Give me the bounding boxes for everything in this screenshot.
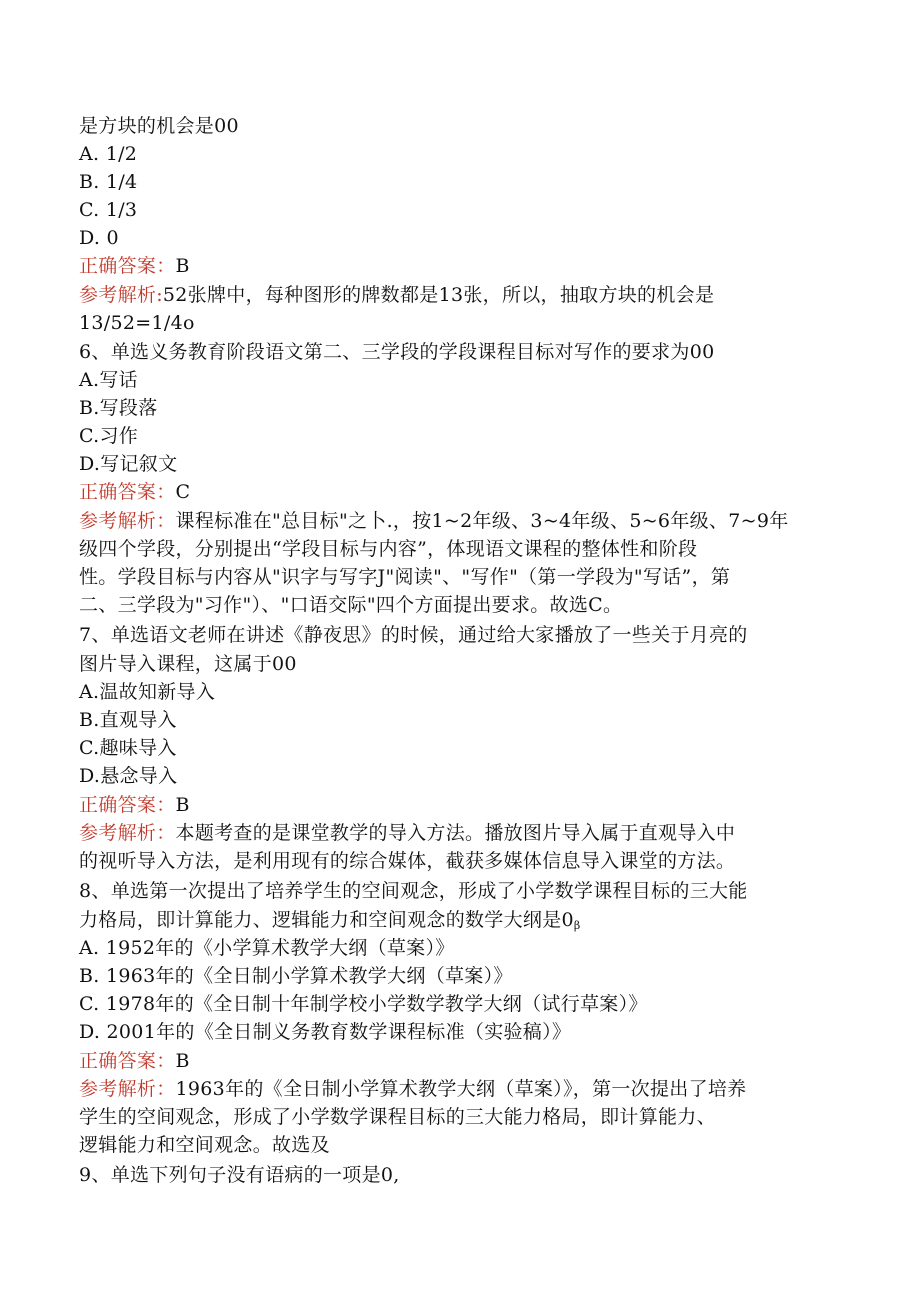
stem-text: 力格局，即计算能力、逻辑能力和空间观念的数学大纲是0 [79,909,574,931]
question-8-option-c: C. 1978年的《全日制十年制学校小学数学教学大纲（试行草案）》 [79,993,648,1015]
question-6-option-c: C.习作 [79,425,139,447]
answer-label: 正确答案： [79,255,176,277]
question-8-stem-line-1: 8、单选第一次提出了培养学生的空间观念，形成了小学数学课程目标的三大能 [79,880,748,902]
question-7-option-a: A.温故知新导入 [79,681,216,703]
question-8-analysis-line-2: 学生的空间观念，形成了小学数学课程目标的三大能力格局，即计算能力、 [79,1106,716,1128]
question-6-stem: 6、单选义务教育阶段语文第二、三学段的学段课程目标对写作的要求为00 [79,341,715,363]
question-8-analysis-line-1 [79,1077,746,1101]
question-7-answer [79,793,190,817]
question-5-answer [79,254,190,278]
question-5-option-b: B. 1/4 [79,171,138,193]
question-7-option-c: C.趣味导入 [79,737,177,759]
question-6-option-b: B.写段落 [79,397,158,419]
question-5-stem-tail: 是方块的机会是00 [79,115,239,137]
analysis-text: 本题考查的是课堂教学的导入方法。播放图片导入属于直观导入中 [175,822,736,844]
question-6-analysis-line-1 [79,509,789,533]
analysis-text: 52张牌中，每种图形的牌数都是13张，所以，抽取方块的机会是 [162,284,715,306]
question-5-option-a: A. 1/2 [79,143,138,165]
answer-value: B [175,1050,190,1072]
question-7-stem-line-2: 图片导入课程，这属于00 [79,653,297,675]
question-8-stem-line-2 [79,908,581,938]
question-9-stem: 9、单选下列句子没有语病的一项是0, [79,1164,400,1186]
analysis-label: 参考解析： [79,510,176,532]
question-6-option-d: D.写记叙文 [79,453,178,475]
answer-value: B [175,255,190,277]
question-8-answer [79,1049,190,1073]
question-6-option-a: A.写话 [79,369,138,391]
question-8-option-b: B. 1963年的《全日制小学算术教学大纲（草案）》 [79,965,513,987]
analysis-text: 课程标准在"总目标"之卜.，按1~2年级、3~4年级、5~6年级、7~9年 [175,510,789,532]
question-8-option-a: A. 1952年的《小学算术教学大纲（草案）》 [79,937,455,959]
question-5-analysis-line-2: 13/52=1/4o [79,312,195,334]
question-8-analysis-line-3: 逻辑能力和空间观念。故选及 [79,1134,330,1156]
question-5-analysis-line-1 [79,283,714,307]
answer-value: C [175,481,191,503]
question-6-analysis-line-3: 性。学段目标与内容从"识字与写字J"阅读"、"写作"（第一学段为"写话”，第 [79,566,731,588]
answer-label: 正确答案： [79,794,176,816]
answer-label: 正确答案： [79,1050,176,1072]
analysis-label: 参考解析: [79,284,163,306]
question-7-option-d: D.悬念导入 [79,765,178,787]
question-6-analysis-line-4: 二、三学段为"习作"）、"口语交际"四个方面提出要求。故选C。 [79,594,623,616]
answer-label: 正确答案： [79,481,176,503]
question-5-option-d: D. 0 [79,227,119,249]
analysis-label: 参考解析： [79,1078,176,1100]
question-7-analysis-line-1 [79,821,735,845]
question-6-analysis-line-2: 级四个学段，分别提出“学段目标与内容”，体现语文课程的整体性和阶段 [79,538,698,560]
question-7-stem-line-1: 7、单选语文老师在讲述《静夜思》的时候，通过给大家播放了一些关于月亮的 [79,624,748,646]
analysis-label: 参考解析： [79,822,176,844]
question-5-option-c: C. 1/3 [79,199,138,221]
answer-value: B [175,794,190,816]
stem-subscript: β [573,919,581,932]
question-7-analysis-line-2: 的视听导入方法，是利用现有的综合媒体，截获多媒体信息导入课堂的方法。 [79,850,736,872]
analysis-text: 1963年的《全日制小学算术教学大纲（草案）》，第一次提出了培养 [175,1078,747,1100]
question-8-option-d: D. 2001年的《全日制义务教育数学课程标准（实验稿）》 [79,1021,572,1043]
question-7-option-b: B.直观导入 [79,709,177,731]
question-6-answer [79,480,190,504]
